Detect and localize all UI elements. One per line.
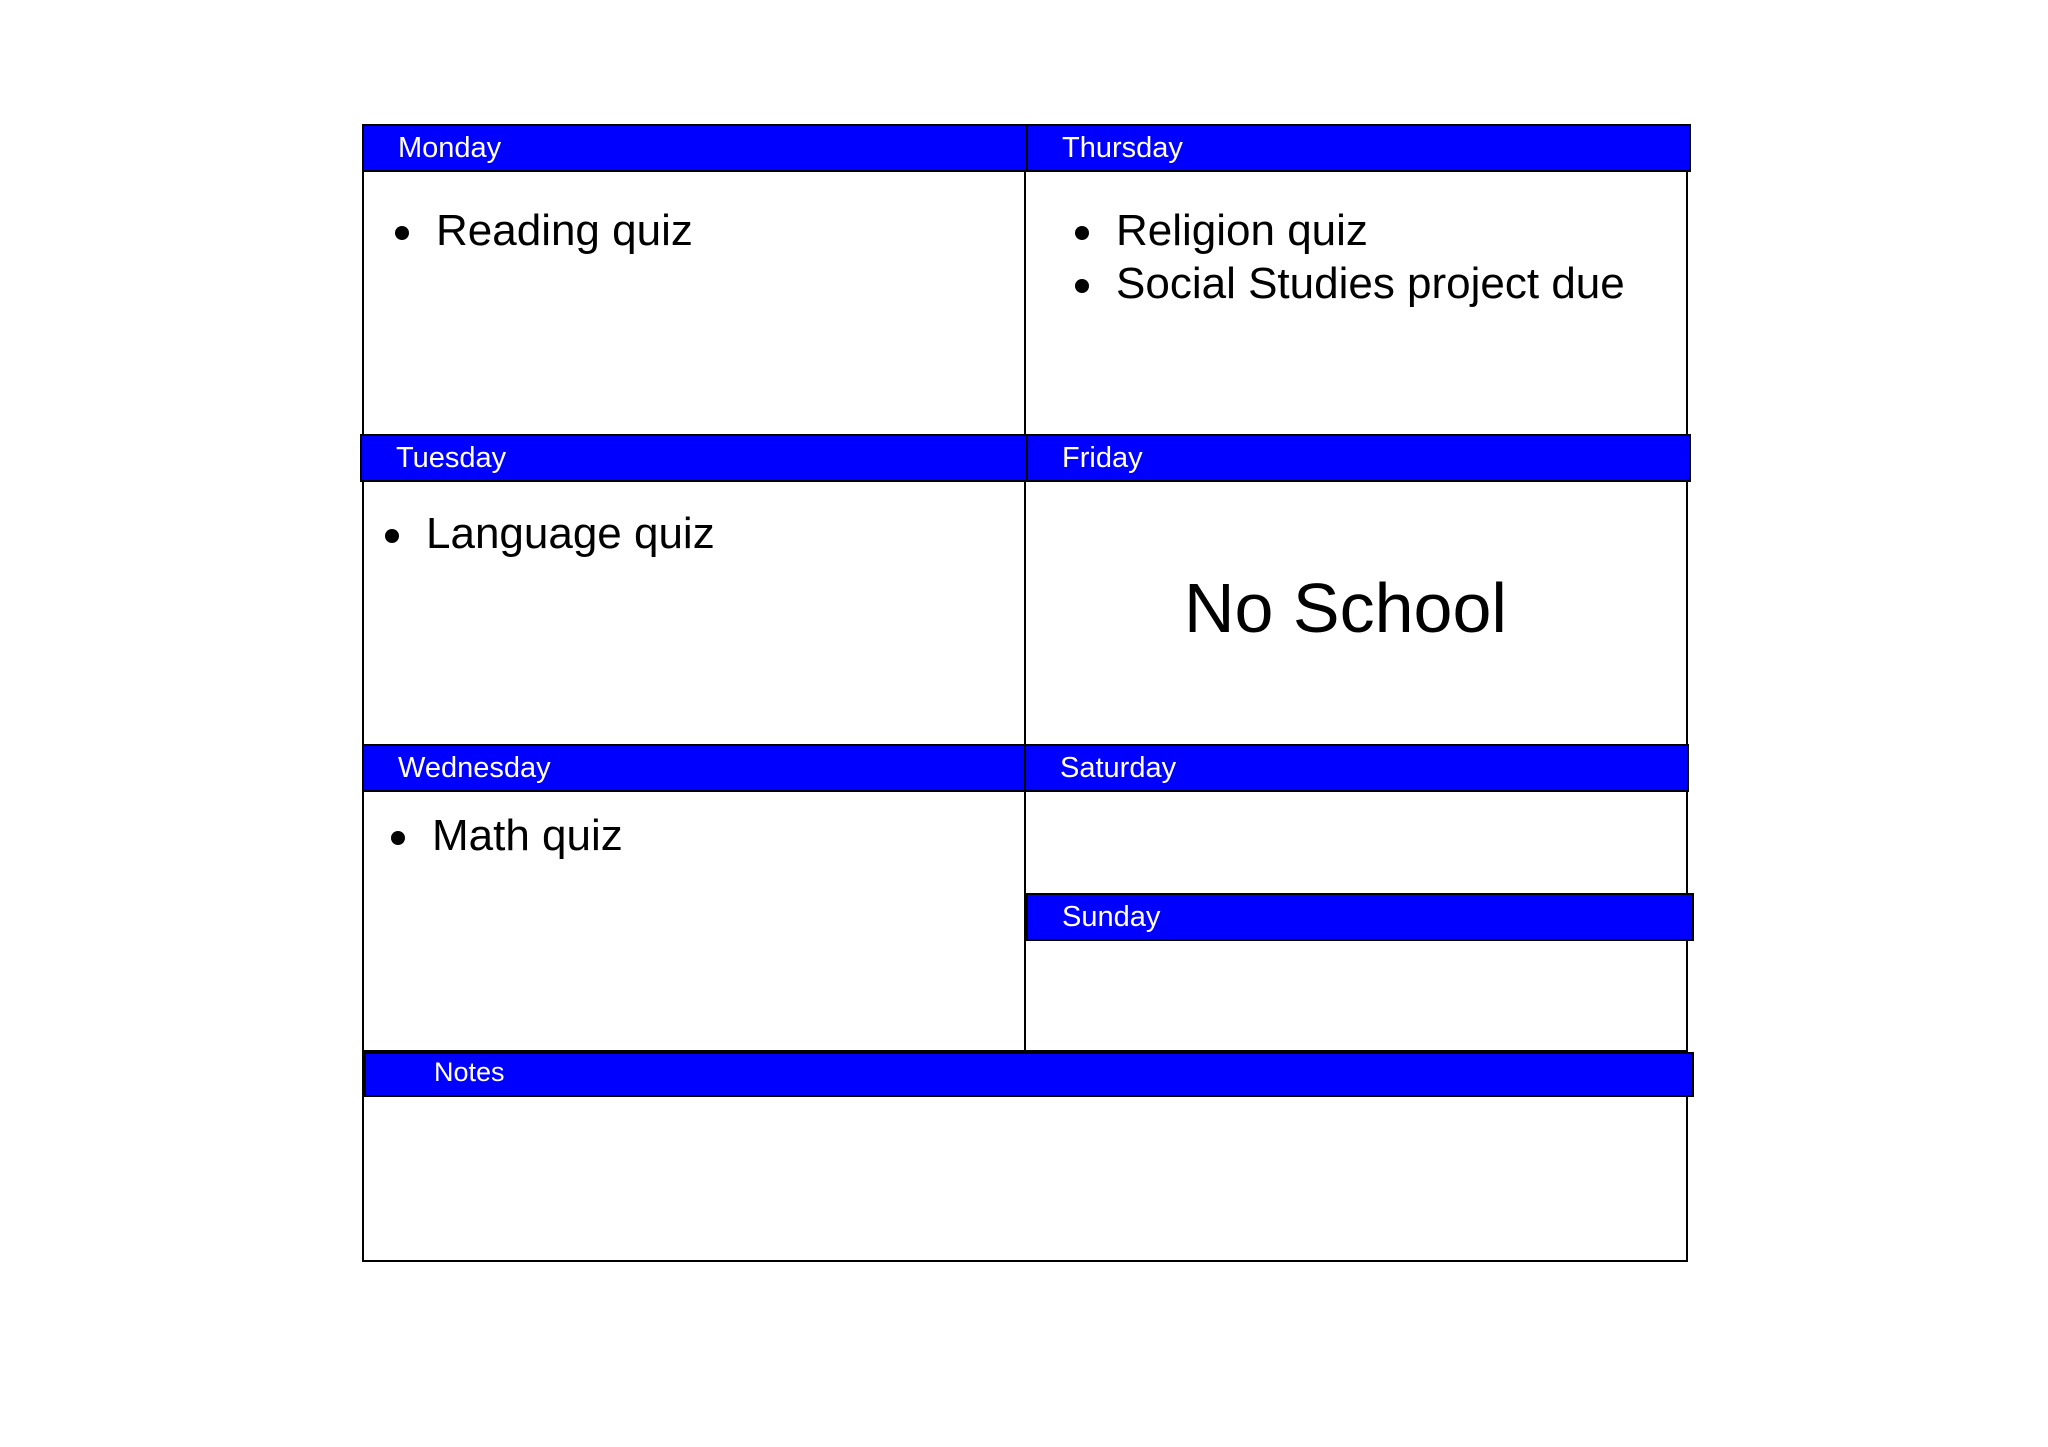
saturday-header: Saturday [1024,744,1689,792]
task-item: Religion quiz [1072,204,1625,257]
thursday-header: Thursday [1026,124,1691,172]
tuesday-task-list [382,507,715,560]
monday-task-list [392,204,693,257]
sunday-header: Sunday [1026,893,1694,941]
wednesday-task-list [388,809,623,862]
thursday-task-list [1072,204,1625,310]
task-item: Social Studies project due [1072,257,1625,310]
notes-header: Notes [364,1052,1694,1097]
wednesday-header: Wednesday [362,744,1028,792]
task-item: Reading quiz [392,204,693,257]
no-school-note: No School [1184,569,1507,647]
task-item: Math quiz [388,809,623,862]
task-item: Language quiz [382,507,715,560]
monday-header: Monday [362,124,1028,172]
friday-header: Friday [1026,434,1691,482]
weekly-planner [362,124,1690,1262]
tuesday-header: Tuesday [360,434,1028,482]
